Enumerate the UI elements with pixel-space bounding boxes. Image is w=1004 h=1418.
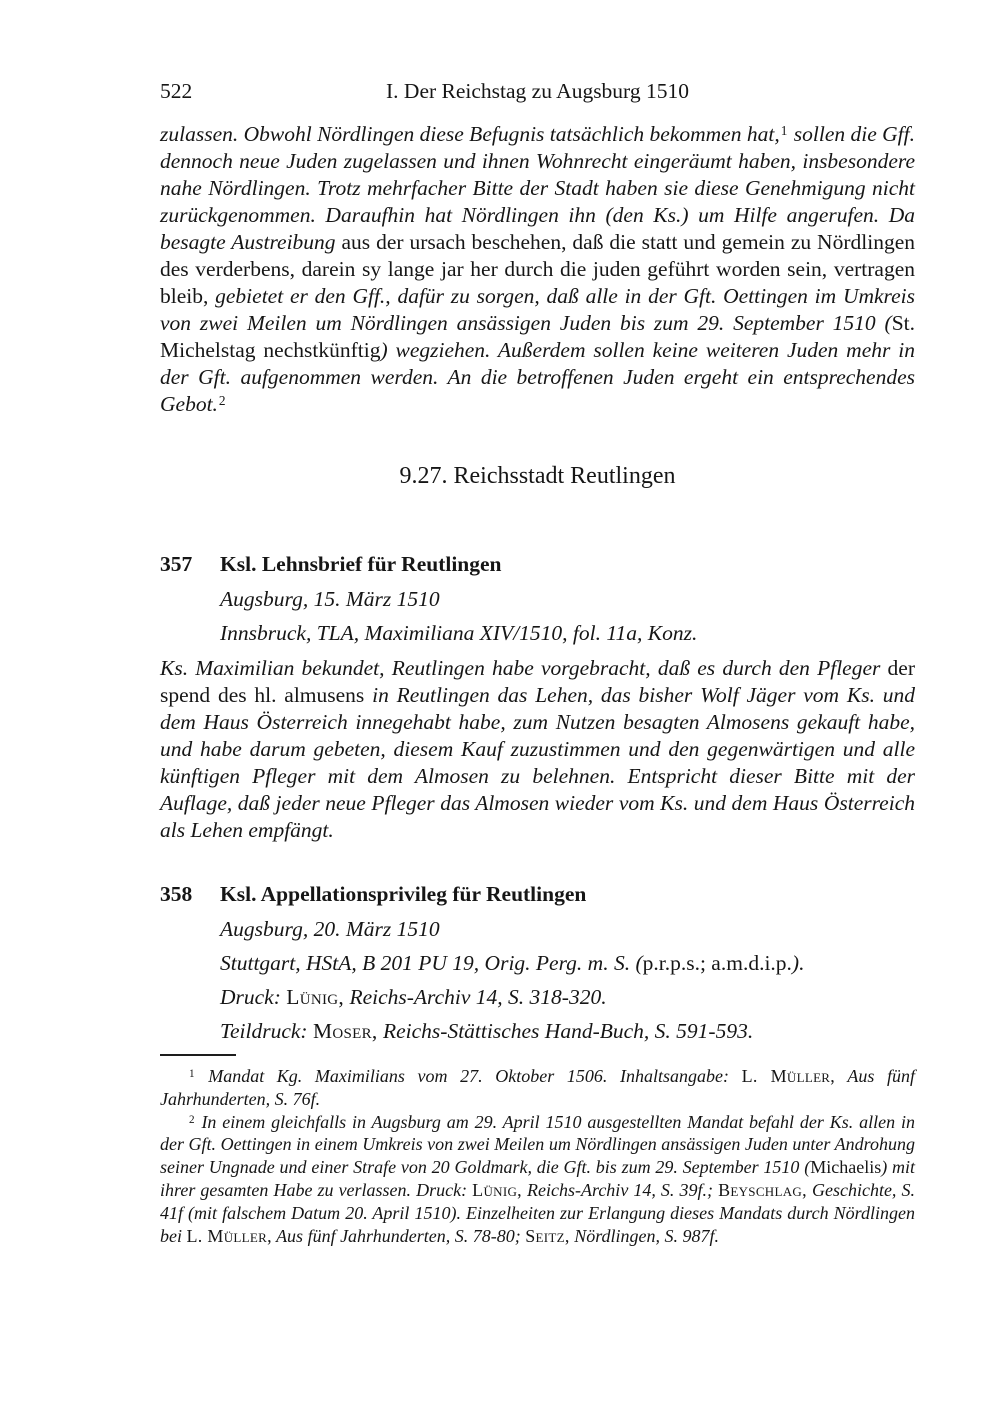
- entry-357: [160, 551, 915, 844]
- entry-heading: [160, 551, 915, 578]
- entry-print-line: Druck: Lünig, Reichs-Archiv 14, S. 318-320.: [220, 985, 607, 1009]
- intro-paragraph: zulassen. Obwohl Nördlingen diese Befugnis tatsächlich bekommen hat,$^1$ sollen die Gff. dennoch neue Juden zugelassen und ihnen Wohnrecht eingeräumt haben, insbesondere nahe Nördlingen. Trotz mehrfacher Bitte der Stadt haben sie diese Genehmigung nicht zurückgenommen. Daraufhin hat Nördlingen ihn (den Ks.) um Hilfe angerufen. Da besagte Austreibung aus der ursach beschehen, daß die statt und gemein zu Nördlingen des verderbens, darein sy lange jar her durch die juden geführt worden sein, vertragen bleib, gebietet er den Gff., dafür zu sorgen, daß alle in der Gft. Oettingen im Umkreis von zwei Meilen um Nördlingen ansässigen Juden bis zum 29. September 1510 (St. Michelstag nechstkünftig) wegziehen. Außerdem sollen keine weiteren Juden mehr in der Gft. aufgenommen werden. An die betroffenen Juden ergeht ein entsprechendes Gebot.$^2$: [160, 122, 915, 416]
- page-number: 522: [160, 79, 193, 103]
- entry-358: [160, 881, 915, 1045]
- entry-title: Ksl. Lehnsbrief für Reutlingen: [220, 552, 502, 576]
- footnotes-section: [160, 1054, 915, 1247]
- entry-source-line: Innsbruck, TLA, Maximiliana XIV/1510, fol. 11a, Konz.: [220, 621, 698, 645]
- page-header: [160, 78, 915, 105]
- footnote-1: $^1$ Mandat Kg. Maximilians vom 27. Oktober 1506. Inhaltsangabe: L. Müller, Aus fünf Jahrhunderten, S. 76f.: [160, 1066, 915, 1109]
- entry-number: 358: [160, 882, 193, 906]
- entry-number: 357: [160, 552, 193, 576]
- entry-partial-print-line: Teildruck: Moser, Reichs-Stättisches Hand-Buch, S. 591-593.: [220, 1019, 754, 1043]
- entry-title: Ksl. Appellationsprivileg für Reutlingen: [220, 882, 587, 906]
- entry-source-line: Stuttgart, HStA, B 201 PU 19, Orig. Perg. m. S. (p.r.p.s.; a.m.d.i.p.).: [220, 951, 805, 975]
- section-heading: 9.27. Reichsstadt Reutlingen: [399, 463, 676, 489]
- running-title: I. Der Reichstag zu Augsburg 1510: [386, 79, 689, 103]
- entry-date-line: Augsburg, 15. März 1510: [220, 587, 440, 611]
- entry-heading: [160, 881, 915, 908]
- footnote-rule: [160, 1054, 236, 1056]
- footnote-2: $^2$ In einem gleichfalls in Augsburg am 29. April 1510 ausgestellten Mandat befahl der Ks. allen in der Gft. Oettingen in einem Umkreis von zwei Meilen um Nördlingen ansässigen Juden unter Androhung seiner Ungnade und einer Strafe von 20 Goldmark, die Gft. bis zum 29. September 1510 (Michaelis) mit ihrer gesamten Habe zu verlassen. Druck: Lünig, Reichs-Archiv 14, S. 39f.; Beyschlag, Geschichte, S. 41f (mit falschem Datum 20. April 1510). Einzelheiten zur Erlangung dieses Mandats durch Nördlingen bei L. Müller, Aus fünf Jahrhunderten, S. 78-80; Seitz, Nördlingen, S. 987f.: [160, 1111, 915, 1246]
- entry-date-line: Augsburg, 20. März 1510: [220, 917, 440, 941]
- entry-body: Ks. Maximilian bekundet, Reutlingen habe vorgebracht, daß es durch den Pfleger der spend des hl. almusens in Reutlingen das Lehen, das bisher Wolf Jäger vom Ks. und dem Haus Österreich innegehabt habe, zum Nutzen besagten Almosens gekauft habe, und habe darum gebeten, diesem Kauf zuzustimmen und den gegenwärtigen und alle künftigen Pfleger mit dem Almosen zu belehnen. Entspricht dieser Bitte mit der Auflage, daß jeder neue Pfleger das Almosen wieder vom Ks. und dem Haus Österreich als Lehen empfängt.: [160, 656, 915, 842]
